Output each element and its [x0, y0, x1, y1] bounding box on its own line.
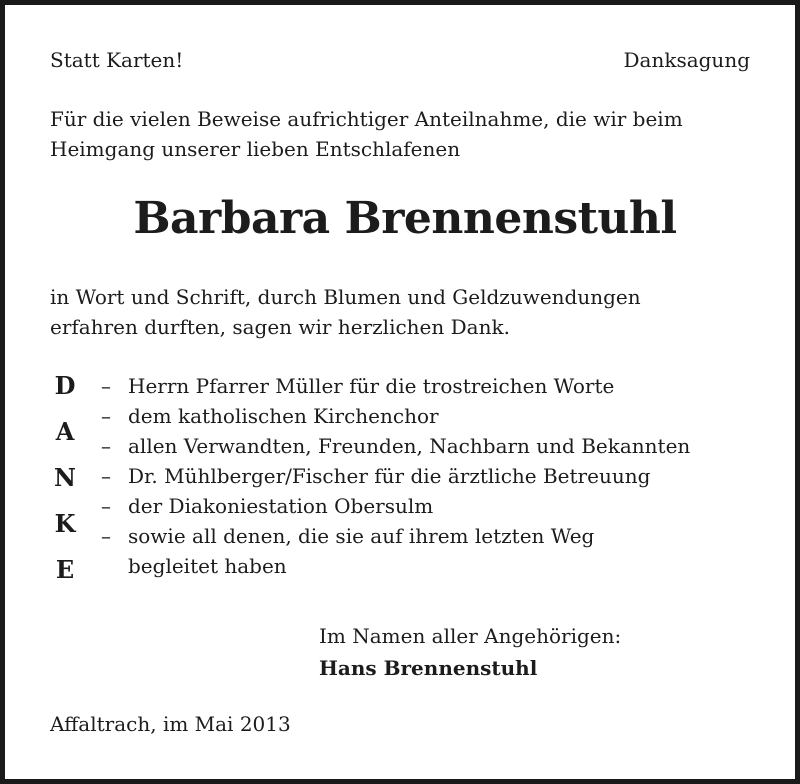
list-dash: – — [101, 464, 111, 488]
thanks-list — [101, 371, 690, 581]
list-dash: – — [101, 404, 111, 428]
intro-paragraph — [50, 104, 683, 164]
thanks-line: erfahren durften, sagen wir herzlichen Dank. — [50, 315, 510, 339]
list-item — [101, 431, 690, 461]
list-item-text: Herrn Pfarrer Müller für die trostreichen Worte — [128, 374, 615, 398]
list-item — [101, 491, 690, 521]
list-item-text: dem katholischen Kirchenchor — [128, 404, 439, 428]
list-item-text: Dr. Mühlberger/Fischer für die ärztliche Betreuung — [128, 464, 651, 488]
danke-letter: N — [54, 463, 76, 492]
deceased-name: Barbara Brennenstuhl — [133, 193, 677, 244]
list-item-text: allen Verwandten, Freunden, Nachbarn und Bekannten — [128, 434, 691, 458]
header-left-text: Statt Karten! — [50, 48, 184, 72]
list-item — [101, 521, 690, 551]
list-item — [101, 401, 690, 431]
list-dash: – — [101, 374, 111, 398]
place-date: Affaltrach, im Mai 2013 — [50, 712, 291, 736]
thanks-line: in Wort und Schrift, durch Blumen und Geldzuwendungen — [50, 285, 641, 309]
list-item-text: der Diakoniestation Obersulm — [128, 494, 434, 518]
danke-vertical-word — [45, 371, 85, 601]
list-dash: – — [101, 524, 111, 548]
list-item — [101, 371, 690, 401]
header-right-text: Danksagung — [623, 48, 750, 72]
list-item — [101, 461, 690, 491]
danke-letter: D — [54, 371, 76, 400]
list-dash: – — [101, 494, 111, 518]
danke-letter: E — [55, 555, 75, 584]
list-item-text: sowie all denen, die sie auf ihrem letzten Weg — [128, 524, 595, 548]
intro-line: Heimgang unserer lieben Entschlafenen — [50, 137, 461, 161]
signature-name: Hans Brennenstuhl — [319, 656, 538, 680]
list-dash: – — [101, 434, 111, 458]
thanks-paragraph — [50, 282, 641, 342]
intro-line: Für die vielen Beweise aufrichtiger Anteilnahme, die wir beim — [50, 107, 683, 131]
danke-letter: A — [55, 417, 75, 446]
danke-letter: K — [54, 509, 76, 538]
list-item-continuation: begleitet haben — [128, 554, 287, 578]
signature-intro: Im Namen aller Angehörigen: — [319, 624, 622, 648]
